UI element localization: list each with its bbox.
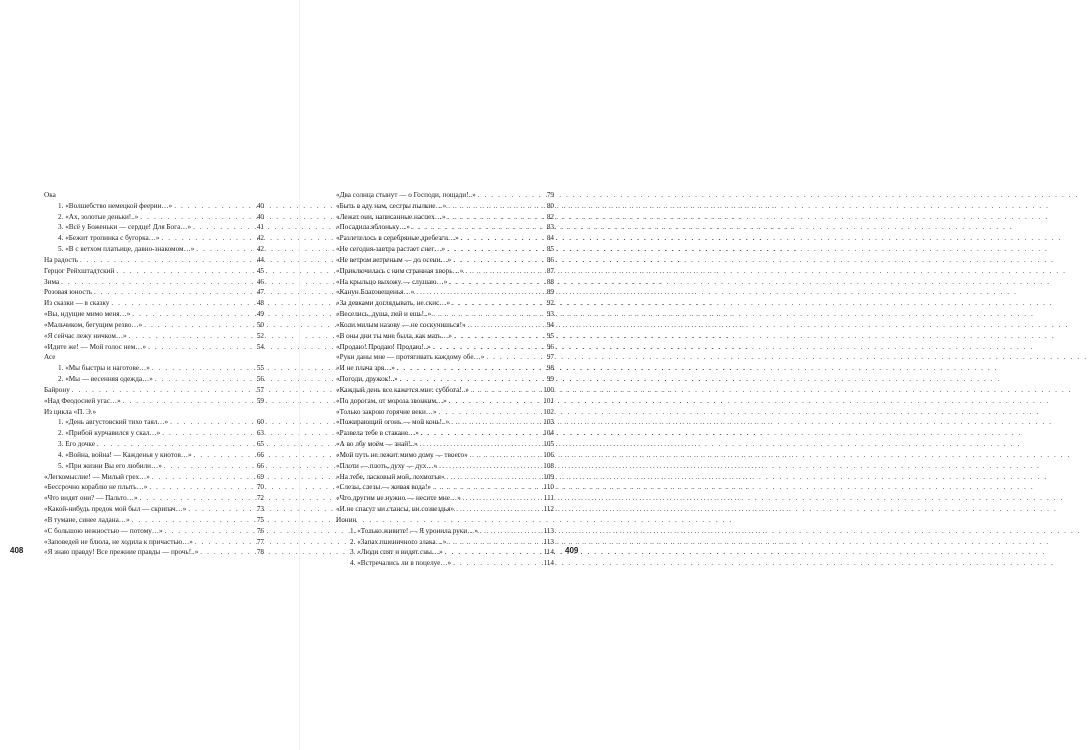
toc-entry (44, 266, 264, 277)
toc-entry (336, 396, 554, 407)
toc-leader-dots (471, 385, 540, 396)
toc-entry (44, 537, 264, 548)
toc-entry-page: 109 (543, 472, 554, 481)
toc-entry-page: 79 (546, 191, 554, 199)
toc-entry-page: 55 (256, 364, 264, 373)
toc-entry-page: 42 (256, 245, 264, 254)
toc-entry-title: «Не ветром ветреным — до осени…» (336, 255, 452, 264)
toc-entry-page: 47 (256, 288, 264, 297)
toc-entry-title: 4. «Бежит тропинка с бугорка…» (58, 234, 160, 243)
toc-entry-title: «Вы, идущие мимо меня…» (44, 310, 131, 319)
toc-entry-title: «Коли милым назову — не соскучишься!» (336, 320, 466, 329)
toc-entry-title: 4. «Встречались ли в поцелуе…» (350, 559, 452, 568)
toc-leader-dots (164, 461, 250, 472)
toc-leader-dots (480, 526, 540, 537)
toc-leader-dots (451, 417, 540, 428)
toc-entry-title: «Я знаю правду! Все прежние правды — прочь!..» (44, 548, 199, 557)
toc-leader-dots (116, 266, 250, 277)
toc-entry (336, 287, 554, 298)
toc-entry-page: 44 (256, 255, 264, 264)
toc-entry-page: 97 (546, 353, 554, 362)
toc-leader-dots (72, 385, 250, 396)
toc-entry-title: «Не сегодня-завтра растает снег…» (336, 245, 446, 254)
toc-leader-dots (445, 547, 540, 558)
toc-section-heading (44, 352, 264, 363)
toc-entry-title: На радость (44, 255, 79, 264)
toc-entry (44, 526, 264, 537)
toc-entry-page: 57 (256, 385, 264, 394)
toc-leader-dots (420, 439, 540, 450)
toc-leader-dots (397, 363, 540, 374)
toc-entry-title: «Пожирающий огонь — мой конь!..» (336, 418, 450, 427)
toc-entry-title: «В оны дни ты мне была, как мать…» (336, 331, 452, 340)
toc-entry-page: 49 (256, 310, 264, 319)
toc-entry-title: 5. «При жизни Вы его любили…» (58, 461, 162, 470)
toc-entry-page: 114 (543, 548, 554, 557)
toc-entry (336, 266, 554, 277)
toc-entry-page: 42 (256, 234, 264, 243)
toc-entry-page: 98 (546, 364, 554, 373)
toc-entry-page: 113 (543, 537, 554, 546)
toc-entry-title: «Мой путь не лежит мимо дому — твоего» (336, 450, 468, 459)
toc-entry (44, 320, 264, 331)
toc-leader-dots (421, 428, 540, 439)
toc-entry-title: «Только закрою горячие веки…» (336, 407, 437, 416)
toc-entry-page: 65 (256, 440, 264, 449)
toc-entry (336, 526, 554, 537)
toc-entry-title: 1. «Мы быстры и наготове…» (58, 364, 150, 373)
toc-entry-page: 100 (543, 385, 554, 394)
toc-entry (44, 493, 264, 504)
toc-entry-title: Байрону (44, 385, 70, 394)
toc-entry-page: 88 (546, 277, 554, 286)
toc-leader-dots (412, 222, 540, 233)
toc-entry-page: 108 (543, 461, 554, 470)
toc-leader-dots (170, 417, 250, 428)
toc-entry (336, 439, 554, 450)
toc-entry (44, 298, 264, 309)
toc-leader-dots (140, 493, 250, 504)
toc-leader-dots (447, 244, 540, 255)
toc-entry-title: «Что видят они? — Пальто…» (44, 494, 138, 503)
toc-leader-dots (448, 212, 540, 223)
toc-entry-title: «Развела тебе в стакане…» (336, 429, 419, 438)
toc-entry-page: 114 (543, 559, 554, 568)
toc-leader-dots (97, 439, 250, 450)
toc-entry-page: 89 (546, 288, 554, 297)
toc-entry-page: 95 (546, 331, 554, 340)
toc-entry-page: 40 (256, 212, 264, 221)
toc-entry-title: «Канун Благовещенья…» (336, 288, 415, 297)
toc-leader-dots (80, 255, 250, 266)
toc-leader-dots (200, 547, 250, 558)
toc-entry-title: «Бессрочно кораблю не плыть…» (44, 483, 148, 492)
toc-entry-title: «На крыльцо выхожу — слушаю…» (336, 277, 448, 286)
toc-entry (336, 331, 554, 342)
toc-leader-dots (439, 407, 540, 418)
toc-entry-page: 92 (546, 299, 554, 308)
toc-entry-title: «Что другим не нужно — несите мне…» (336, 494, 461, 503)
toc-entry-title: «Заповедей не блюла, не ходила к причастью…» (44, 537, 193, 546)
toc-entry-page: 83 (546, 223, 554, 232)
toc-entry-title: 1. «Только живите! — Я уронила руки…» (350, 526, 478, 535)
toc-entry (44, 461, 264, 472)
toc-entry-title: «Я сейчас лежу ничком…» (44, 331, 127, 340)
toc-entry-page: 96 (546, 342, 554, 351)
toc-entry-page: 59 (256, 396, 264, 405)
toc-entry-title: «Веселись, душа, пей и ешь!..» (336, 310, 432, 319)
toc-leader-dots (400, 374, 540, 385)
toc-leader-dots (416, 287, 540, 298)
toc-entry-title: 4. «Война, война! — Кажденья у киотов…» (58, 450, 192, 459)
toc-entry (336, 428, 554, 439)
toc-entry-page: 94 (546, 320, 554, 329)
toc-entry (44, 233, 264, 244)
toc-leader-dots (453, 558, 540, 569)
toc-leader-dots (448, 201, 540, 212)
toc-entry (44, 439, 264, 450)
toc-entry-title: 5. «В с ветхом платьице, давно-знакомом…» (58, 245, 195, 254)
toc-entry-title: «Каждый день все кажется мне: суббота!..» (336, 385, 469, 394)
toc-entry-title: Асе (44, 353, 56, 362)
toc-entry-title: «Продаю! Продаю! Продаю!..» (336, 342, 431, 351)
toc-leader-dots (449, 396, 540, 407)
toc-entry-title: «Мальчиком, бегущим резво…» (44, 320, 143, 329)
toc-entry-page: 73 (256, 505, 264, 514)
toc-entry-title: «И не плача зря…» (336, 364, 395, 373)
toc-entry-title: «Лежат они, написанные наспех…» (336, 212, 446, 221)
toc-entry-page: 112 (543, 505, 554, 514)
toc-entry-title: 1. «Волшебство немецкой феерии…» (58, 201, 173, 210)
toc-entry (336, 212, 554, 223)
toc-leader-dots (468, 320, 540, 331)
toc-entry (44, 277, 264, 288)
toc-list-left (44, 190, 264, 558)
toc-entry-title: Из цикла «П. Э.» (44, 407, 97, 416)
toc-entry (336, 493, 554, 504)
toc-entry (44, 374, 264, 385)
toc-entry-page: 104 (543, 429, 554, 438)
toc-entry (336, 547, 554, 558)
toc-entry (336, 352, 554, 363)
toc-leader-dots (456, 504, 540, 515)
toc-entry-title: «Два солнца стынут — о Господи, пощади!..» (336, 191, 476, 199)
toc-entry-page: 78 (256, 548, 264, 557)
right-page (300, 0, 600, 750)
toc-entry-title: 3. «Всё у Боженьки — сердце! Для Бога…» (58, 223, 192, 232)
toc-entry-title: «Плоти — плоть, духу — дух…» (336, 461, 438, 470)
toc-leader-dots (193, 222, 250, 233)
toc-entry-title: 2. «Ах, золотые деньки!..» (58, 212, 139, 221)
toc-entry-title: «Идите же! — Мой голос нем…» (44, 342, 147, 351)
toc-entry-page: 82 (546, 212, 554, 221)
toc-entry-page: 45 (256, 266, 264, 275)
toc-entry-title: «Погоди, дружок!..» (336, 375, 398, 384)
toc-entry-page: 110 (543, 483, 554, 492)
toc-entry-page: 69 (256, 472, 264, 481)
page-number-left: 408 (10, 546, 24, 555)
toc-entry (336, 385, 554, 396)
toc-entry-title: «И не спасут ни стансы, ни созвездья» (336, 505, 455, 514)
toc-entry-page: 77 (256, 537, 264, 546)
toc-entry-page: 111 (543, 494, 554, 503)
toc-entry (44, 201, 264, 212)
toc-entry (44, 222, 264, 233)
toc-entry (44, 255, 264, 266)
left-page (0, 0, 300, 750)
toc-entry-title: «За девками доглядывать, не скис…» (336, 299, 451, 308)
toc-entry-page: 60 (256, 418, 264, 427)
toc-leader-dots (144, 320, 250, 331)
toc-leader-dots (129, 331, 250, 342)
toc-entry (336, 374, 554, 385)
toc-leader-dots (461, 233, 540, 244)
page-number-right: 409 (565, 546, 579, 555)
toc-entry-page: 63 (256, 429, 264, 438)
toc-entry (336, 320, 554, 331)
toc-leader-dots (478, 190, 540, 201)
toc-entry-page: 50 (256, 320, 264, 329)
toc-entry (336, 461, 554, 472)
toc-leader-dots (161, 233, 250, 244)
toc-entry-page: 86 (546, 255, 554, 264)
toc-entry (336, 298, 554, 309)
toc-entry-page: 56 (256, 375, 264, 384)
toc-entry-page: 87 (546, 266, 554, 275)
toc-entry (44, 417, 264, 428)
toc-entry-page: 54 (256, 342, 264, 351)
toc-leader-dots (486, 352, 540, 363)
toc-entry-page: 40 (256, 201, 264, 210)
toc-leader-dots (152, 472, 250, 483)
toc-entry (44, 515, 264, 526)
toc-entry (44, 547, 264, 558)
toc-entry-page: 85 (546, 245, 554, 254)
toc-entry-title: Герцог Рейхштадтский (44, 266, 115, 275)
toc-leader-dots (453, 255, 540, 266)
toc-entry-page: 72 (256, 494, 264, 503)
toc-leader-dots (155, 374, 250, 385)
toc-leader-dots (123, 396, 250, 407)
toc-entry (336, 222, 554, 233)
toc-entry (336, 201, 554, 212)
toc-entry (44, 309, 264, 320)
toc-leader-dots (463, 493, 540, 504)
toc-entry (44, 212, 264, 223)
toc-entry-page: 84 (546, 234, 554, 243)
toc-entry (336, 244, 554, 255)
toc-entry-title: 3. Его дочке (58, 440, 95, 449)
toc-entry-page: 103 (543, 418, 554, 427)
toc-entry (336, 472, 554, 483)
toc-entry-page: 66 (256, 461, 264, 470)
toc-entry-page: 52 (256, 331, 264, 340)
toc-entry-page: 99 (546, 375, 554, 384)
toc-entry (44, 342, 264, 353)
toc-leader-dots (470, 450, 540, 461)
toc-entry (336, 277, 554, 288)
toc-entry-page: 66 (256, 450, 264, 459)
toc-entry (44, 331, 264, 342)
toc-entry-page: 48 (256, 299, 264, 308)
toc-entry-title: 3. «Люди спят и видят сны…» (350, 548, 443, 557)
toc-leader-dots (149, 482, 250, 493)
toc-entry-page: 70 (256, 483, 264, 492)
toc-leader-dots (452, 298, 540, 309)
toc-entry (336, 558, 554, 569)
toc-entry (44, 482, 264, 493)
toc-entry (44, 363, 264, 374)
toc-entry (336, 309, 554, 320)
toc-entry-page: 41 (256, 223, 264, 232)
toc-entry-title: Ионин (336, 515, 357, 524)
toc-leader-dots (448, 537, 540, 548)
toc-entry (44, 450, 264, 461)
toc-entry-page: 106 (543, 450, 554, 459)
toc-leader-dots (132, 309, 250, 320)
toc-leader-dots (132, 515, 250, 526)
toc-entry (336, 342, 554, 353)
toc-entry-page: 113 (543, 526, 554, 535)
toc-leader-dots (439, 461, 540, 472)
toc-leader-dots (433, 342, 540, 353)
toc-section-heading (44, 407, 264, 418)
toc-entry-page: 46 (256, 277, 264, 286)
toc-entry-page: 75 (256, 515, 264, 524)
toc-entry-title: Из сказки — в сказку (44, 299, 110, 308)
toc-entry (336, 190, 554, 201)
toc-leader-dots (140, 212, 250, 223)
toc-leader-dots (465, 266, 540, 277)
toc-leader-dots (195, 537, 250, 548)
toc-entry-page: 80 (546, 201, 554, 210)
toc-leader-dots (433, 482, 540, 493)
toc-entry-title: «На тебе, ласковый мой, лохмотья» (336, 472, 445, 481)
toc-entry (336, 233, 554, 244)
toc-entry (336, 255, 554, 266)
toc-leader-dots (162, 428, 250, 439)
toc-leader-dots (449, 277, 540, 288)
toc-entry (44, 244, 264, 255)
toc-section-heading (336, 515, 554, 526)
toc-entry-title: 1. «День августовский тихо таял…» (58, 418, 169, 427)
toc-leader-dots (148, 342, 250, 353)
toc-leader-dots (188, 504, 250, 515)
toc-entry-title: 2. «Прибой курчавился у скал…» (58, 429, 161, 438)
toc-entry-title: Зима (44, 277, 60, 286)
toc-leader-dots (152, 363, 250, 374)
toc-entry-title: «По дорогам, от мороза звонким…» (336, 396, 447, 405)
toc-leader-dots (111, 298, 250, 309)
toc-leader-dots (194, 450, 250, 461)
toc-entry-title: «Какой-нибудь предок мой был — скрипач…» (44, 505, 187, 514)
toc-leader-dots (447, 472, 540, 483)
toc-entry-page: 76 (256, 526, 264, 535)
toc-entry (336, 482, 554, 493)
toc-entry-title: «Над Феодосией угас…» (44, 396, 121, 405)
toc-entry (44, 472, 264, 483)
toc-leader-dots (165, 526, 250, 537)
toc-entry (336, 407, 554, 418)
toc-leader-dots (196, 244, 250, 255)
toc-leader-dots (61, 277, 250, 288)
toc-entry (336, 537, 554, 548)
toc-entry (44, 428, 264, 439)
toc-leader-dots (174, 201, 250, 212)
toc-entry-title: «А во лбу моём — знай!..» (336, 440, 418, 449)
toc-entry-title: «Разлетелось в серебряные дребезги…» (336, 234, 459, 243)
toc-entry (44, 396, 264, 407)
toc-leader-dots (454, 331, 540, 342)
toc-entry-title: «Быть в аду нам, сестры пылкие…» (336, 201, 447, 210)
toc-entry-title: 2. «Запах пшеничного злака…» (350, 537, 447, 546)
toc-entry-title: Розовая юность (44, 288, 92, 297)
toc-entry-title: «С большою нежностью — потому…» (44, 526, 163, 535)
toc-entry-title: «Легкомыслие! — Милый грех…» (44, 472, 150, 481)
toc-entry (336, 363, 554, 374)
toc-entry (44, 287, 264, 298)
toc-entry-page: 102 (543, 407, 554, 416)
toc-section-heading (44, 190, 264, 201)
toc-entry-title: Ока (44, 191, 56, 199)
toc-entry (44, 385, 264, 396)
toc-entry (336, 417, 554, 428)
toc-entry-title: «Приключилась с ним странная хворь…» (336, 266, 464, 275)
toc-leader-dots (433, 309, 540, 320)
toc-entry (336, 504, 554, 515)
toc-entry-title: 2. «Мы — весенняя одежда…» (58, 375, 153, 384)
toc-entry (336, 450, 554, 461)
toc-entry-title: «Слезы, слезы — живая вода!» (336, 483, 431, 492)
toc-entry-title: «В тумане, синее ладана…» (44, 515, 130, 524)
toc-entry-title: «Посадила яблоньку…» (336, 223, 410, 232)
toc-list-right (336, 190, 554, 569)
toc-entry-page: 101 (543, 396, 554, 405)
toc-entry-page: 105 (543, 440, 554, 449)
toc-leader-dots (94, 287, 250, 298)
toc-entry (44, 504, 264, 515)
toc-entry-title: «Руки даны мне — протягивать каждому обе…» (336, 353, 485, 362)
toc-entry-page: 93 (546, 310, 554, 319)
